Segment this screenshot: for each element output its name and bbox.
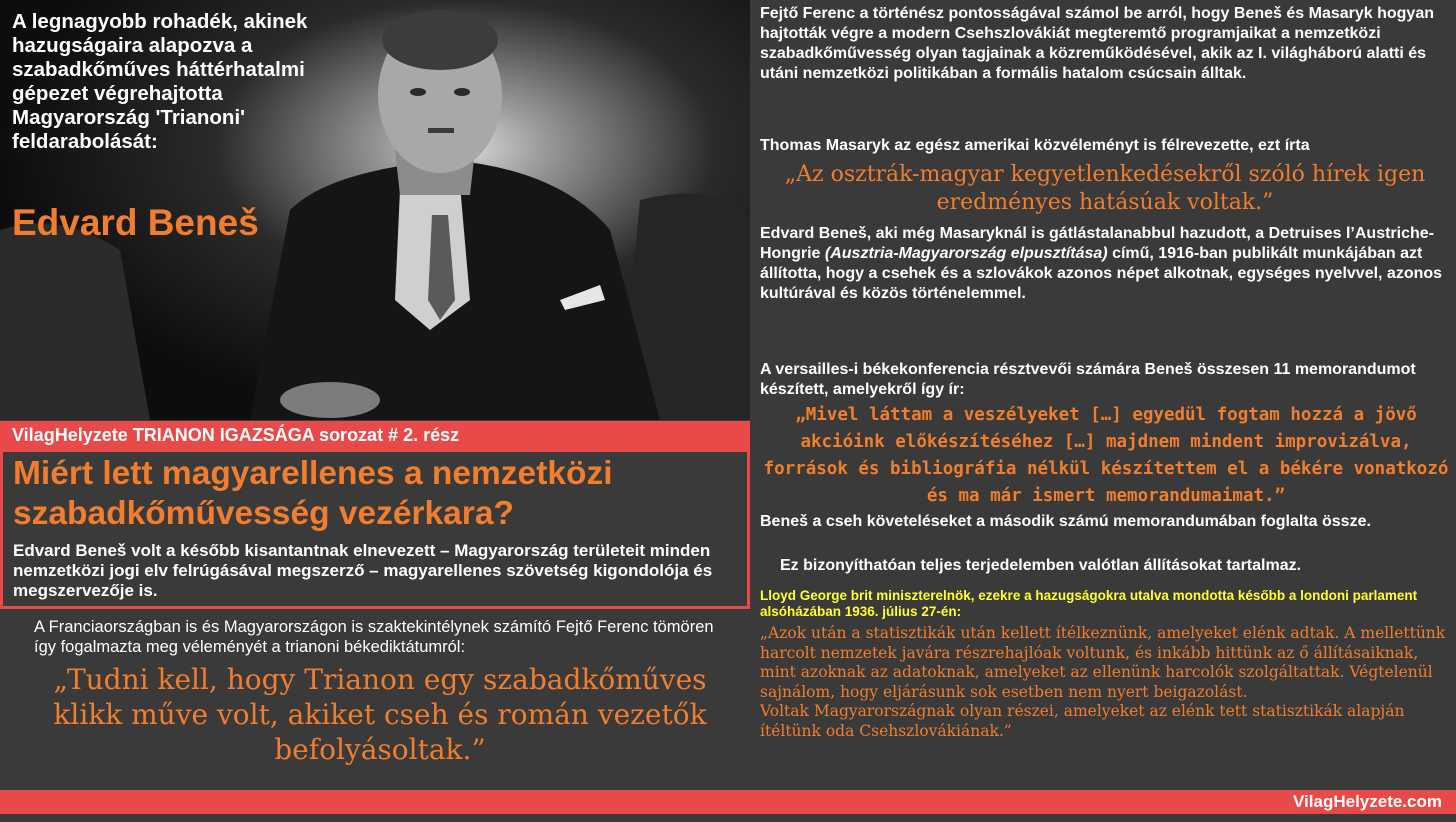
p3-title-translation: (Ausztria-Magyarország elpusztítása) [824, 245, 1108, 262]
right-paragraph-6: Ez bizonyíthatóan teljes terjedelemben valótlan állításokat tartalmaz. [780, 557, 1302, 574]
right-paragraph-5: Beneš a cseh követeléseket a második számú memorandumában foglalta össze. [760, 513, 1371, 530]
right-paragraph-3 [760, 224, 1450, 304]
lloyd-quote [760, 624, 1450, 741]
headline-box [0, 449, 750, 609]
lloyd-quote-part-2: Voltak Magyarországnak olyan részei, amelyeket az elénk tett statisztikák alapján ítéltünk oda Csehszlovákiának.” [760, 702, 1405, 740]
p3-start: Edvard Beneš, aki még Masaryknál is gátlástalanabbul hazudott, a Detruises l’Austriche-Hongrie [760, 225, 1434, 262]
series-banner: VilagHelyzete TRIANON IGAZSÁGA sorozat # 2. rész [0, 421, 750, 449]
subject-name: Edvard Beneš [12, 202, 259, 243]
right-paragraph-4: A versailles-i békekonferencia résztvevői számára Beneš összesen 11 memorandumot készített, amelyekről így ír: [760, 361, 1416, 398]
fejto-intro: A Franciaországban is és Magyarországon is szaktekintélynek számító Fejtő Ferenc tömören így fogalmazta meg véleményét a trianoni békediktátumról: [34, 618, 714, 656]
lloyd-intro: Lloyd George brit miniszterelnök, ezekre a hazugságokra utalva mondotta később a londoni parlament alsóházában 1936. július 27-én: [760, 588, 1418, 619]
benes-quote: „Mivel láttam a veszélyeket […] egyedül fogtam hozzá a jövő akcióink előkészítéséhez […] majdnem mindent improvizálva, források és bibliográfia nélkül készítettem el a békére vonatkozó és ma már ismert memorandumaimat.” [763, 405, 1449, 506]
footer-bar [0, 790, 1456, 814]
photo-intro-text: A legnagyobb rohadék, akinek hazugságaira alapozva a szabadkőműves háttérhatalmi gépezet végrehajtotta Magyarország 'Trianoni' feldarabolását: [12, 10, 308, 153]
p3-end: című, 1916-ban publikált munkájában azt állította, hogy a csehek és a szlovákok azonos népet alkotnak, egységes nyelvvel, azonos kultúrával és közös történelemmel. [760, 245, 1443, 302]
headline: Miért lett magyarellenes a nemzetközi szabadkőművesség vezérkara? [13, 455, 613, 532]
portrait-photo [0, 0, 750, 420]
fejto-quote: „Tudni kell, hogy Trianon egy szabadkőműves klikk műve volt, akiket cseh és román vezetők befolyásoltak.” [53, 663, 707, 766]
site-link[interactable]: VilagHelyzete.com [1293, 792, 1442, 811]
right-paragraph-2: Thomas Masaryk az egész amerikai közvéleményt is félrevezette, ezt írta [760, 137, 1310, 154]
lead-paragraph: Edvard Beneš volt a később kisantantnak elnevezett – Magyarország területeit minden nemzetközi jogi elv felrúgásával megszerző – magyarellenes szövetség kigondolója és megszervezője is. [13, 541, 713, 600]
lloyd-quote-part-1: „Azok után a statisztikák után kellett ítélkeznünk, amelyeket elénk adtak. A mellettünk harcolt nemzetek javára részrehajlóak voltunk, és inkább hittünk az ő állításaiknak, mint azoknak az adatoknak, amelyeket az ellenünk harcolók szolgáltattak. Végtelenül sajnálom, hogy eljárásunk sok esetben nem nyert beigazolást. [760, 624, 1446, 701]
right-paragraph-1: Fejtő Ferenc a történész pontosságával számol be arról, hogy Beneš és Masaryk hogyan hajtották végre a modern Csehszlovákiát megteremtő programjaikat a nemzetközi szabadkőművesség olyan tagjainak a közreműködésével, akik az I. világháború alatti és utáni nemzetközi politikában a formális hatalom csúcsain álltak. [760, 5, 1434, 82]
masaryk-quote: „Az osztrák-magyar kegyetlenkedésekről szóló hírek igen eredményes hatásúak voltak.” [784, 162, 1426, 215]
